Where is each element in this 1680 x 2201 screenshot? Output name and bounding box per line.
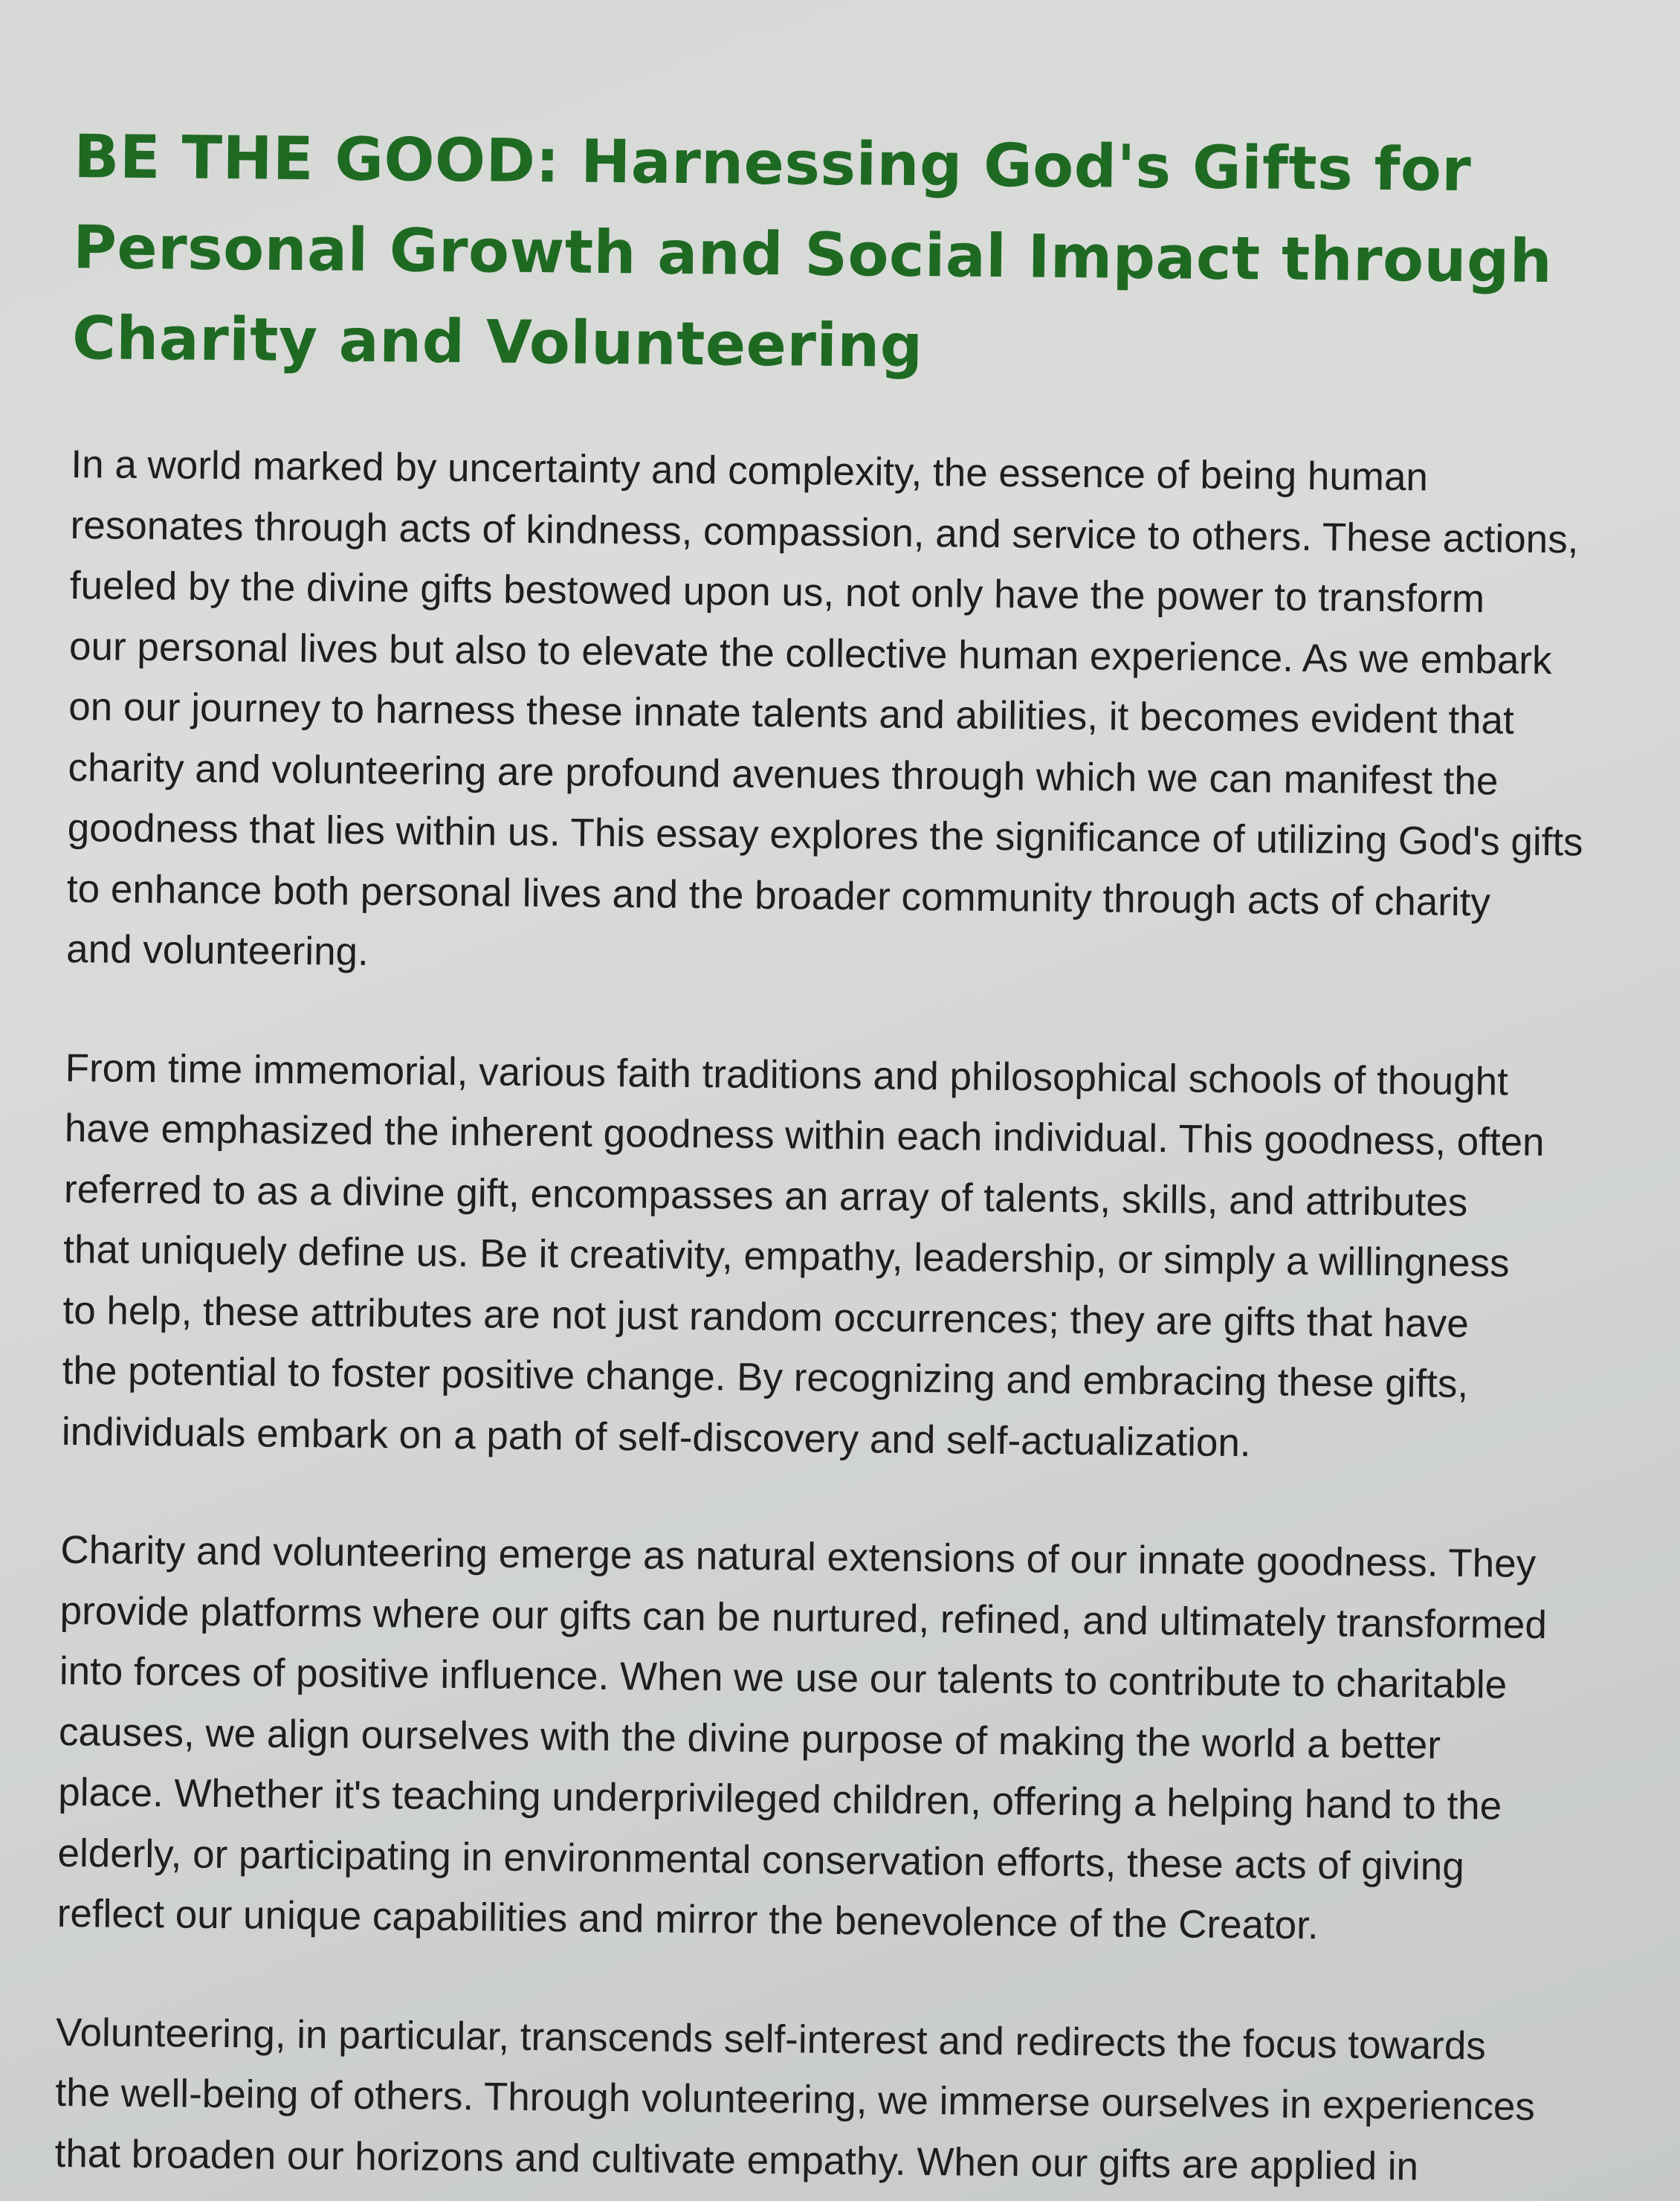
text-line: place. Whether it's teaching underprivileged children, offering a helping hand to the [58,1770,1502,1828]
text-line: fueled by the divine gifts bestowed upon us, not only have the power to transform [69,563,1485,622]
text-line: and volunteering. [65,927,369,974]
text-line: the potential to foster positive change. By recognizing and embracing these gifts, [62,1348,1469,1407]
text-line: provide platforms where our gifts can be nurtured, refined, and ultimately transformed [59,1588,1548,1647]
text-line: our personal lives but also to elevate the collective human experience. As we embark [68,624,1552,683]
paragraph-charity-volunteering [56,1520,1629,1959]
text-line: From time immemorial, various faith traditions and philosophical schools of thought [65,1045,1509,1104]
paragraph-volunteering [54,2002,1624,2199]
text-line: Charity and volunteering emerge as natural extensions of our innate goodness. They [60,1527,1537,1586]
text-line: individuals embark on a path of self-discovery and self-actualization. [61,1409,1251,1465]
page-title [71,112,1642,399]
text-line: causes, we align ourselves with the divine purpose of making the world a better [58,1709,1441,1767]
text-line: that broaden our horizons and cultivate empathy. When our gifts are applied in [54,2131,1419,2188]
text-line: resonates through acts of kindness, compassion, and service to others. These actions, [70,503,1579,561]
text-line: charity and volunteering are profound avenues through which we can manifest the [68,745,1499,803]
title-line: Charity and Volunteering [71,303,923,381]
paragraph-inherent-goodness [62,1037,1634,1477]
text-line: the well-being of others. Through volunteering, we immerse ourselves in experiences [55,2070,1536,2129]
text-line: have emphasized the inherent goodness within each individual. This goodness, often [64,1106,1545,1165]
text-line: elderly, or participating in environmental conservation efforts, these acts of giving [57,1831,1465,1889]
text-line: In a world marked by uncertainty and complexity, the essence of being human [71,442,1429,500]
text-line: reflect our unique capabilities and mirror the benevolence of the Creator. [56,1891,1319,1948]
title-line: BE THE GOOD: Harnessing God's Gifts for [73,121,1472,205]
text-line: Volunteering, in particular, transcends self-interest and redirects the focus towards [55,2010,1487,2068]
page-content [54,112,1642,2201]
text-line: that uniquely define us. Be it creativity, empathy, leadership, or simply a willingness [63,1227,1510,1286]
paragraph-introduction [66,434,1640,995]
text-line: goodness that lies within us. This essay explores the significance of utilizing God's gifts [67,805,1583,865]
text-line: to enhance both personal lives and the broader community through acts of charity [66,866,1491,924]
text-line: into forces of positive influence. When we use our talents to contribute to charitable [59,1649,1508,1707]
text-line: to help, these attributes are not just random occurrences; they are gifts that have [62,1288,1470,1346]
title-line: Personal Growth and Social Impact through [72,212,1553,297]
text-line: on our journey to harness these innate talents and abilities, it becomes evident that [68,684,1515,743]
text-line: referred to as a divine gift, encompasses an array of talents, skills, and attributes [63,1167,1468,1225]
